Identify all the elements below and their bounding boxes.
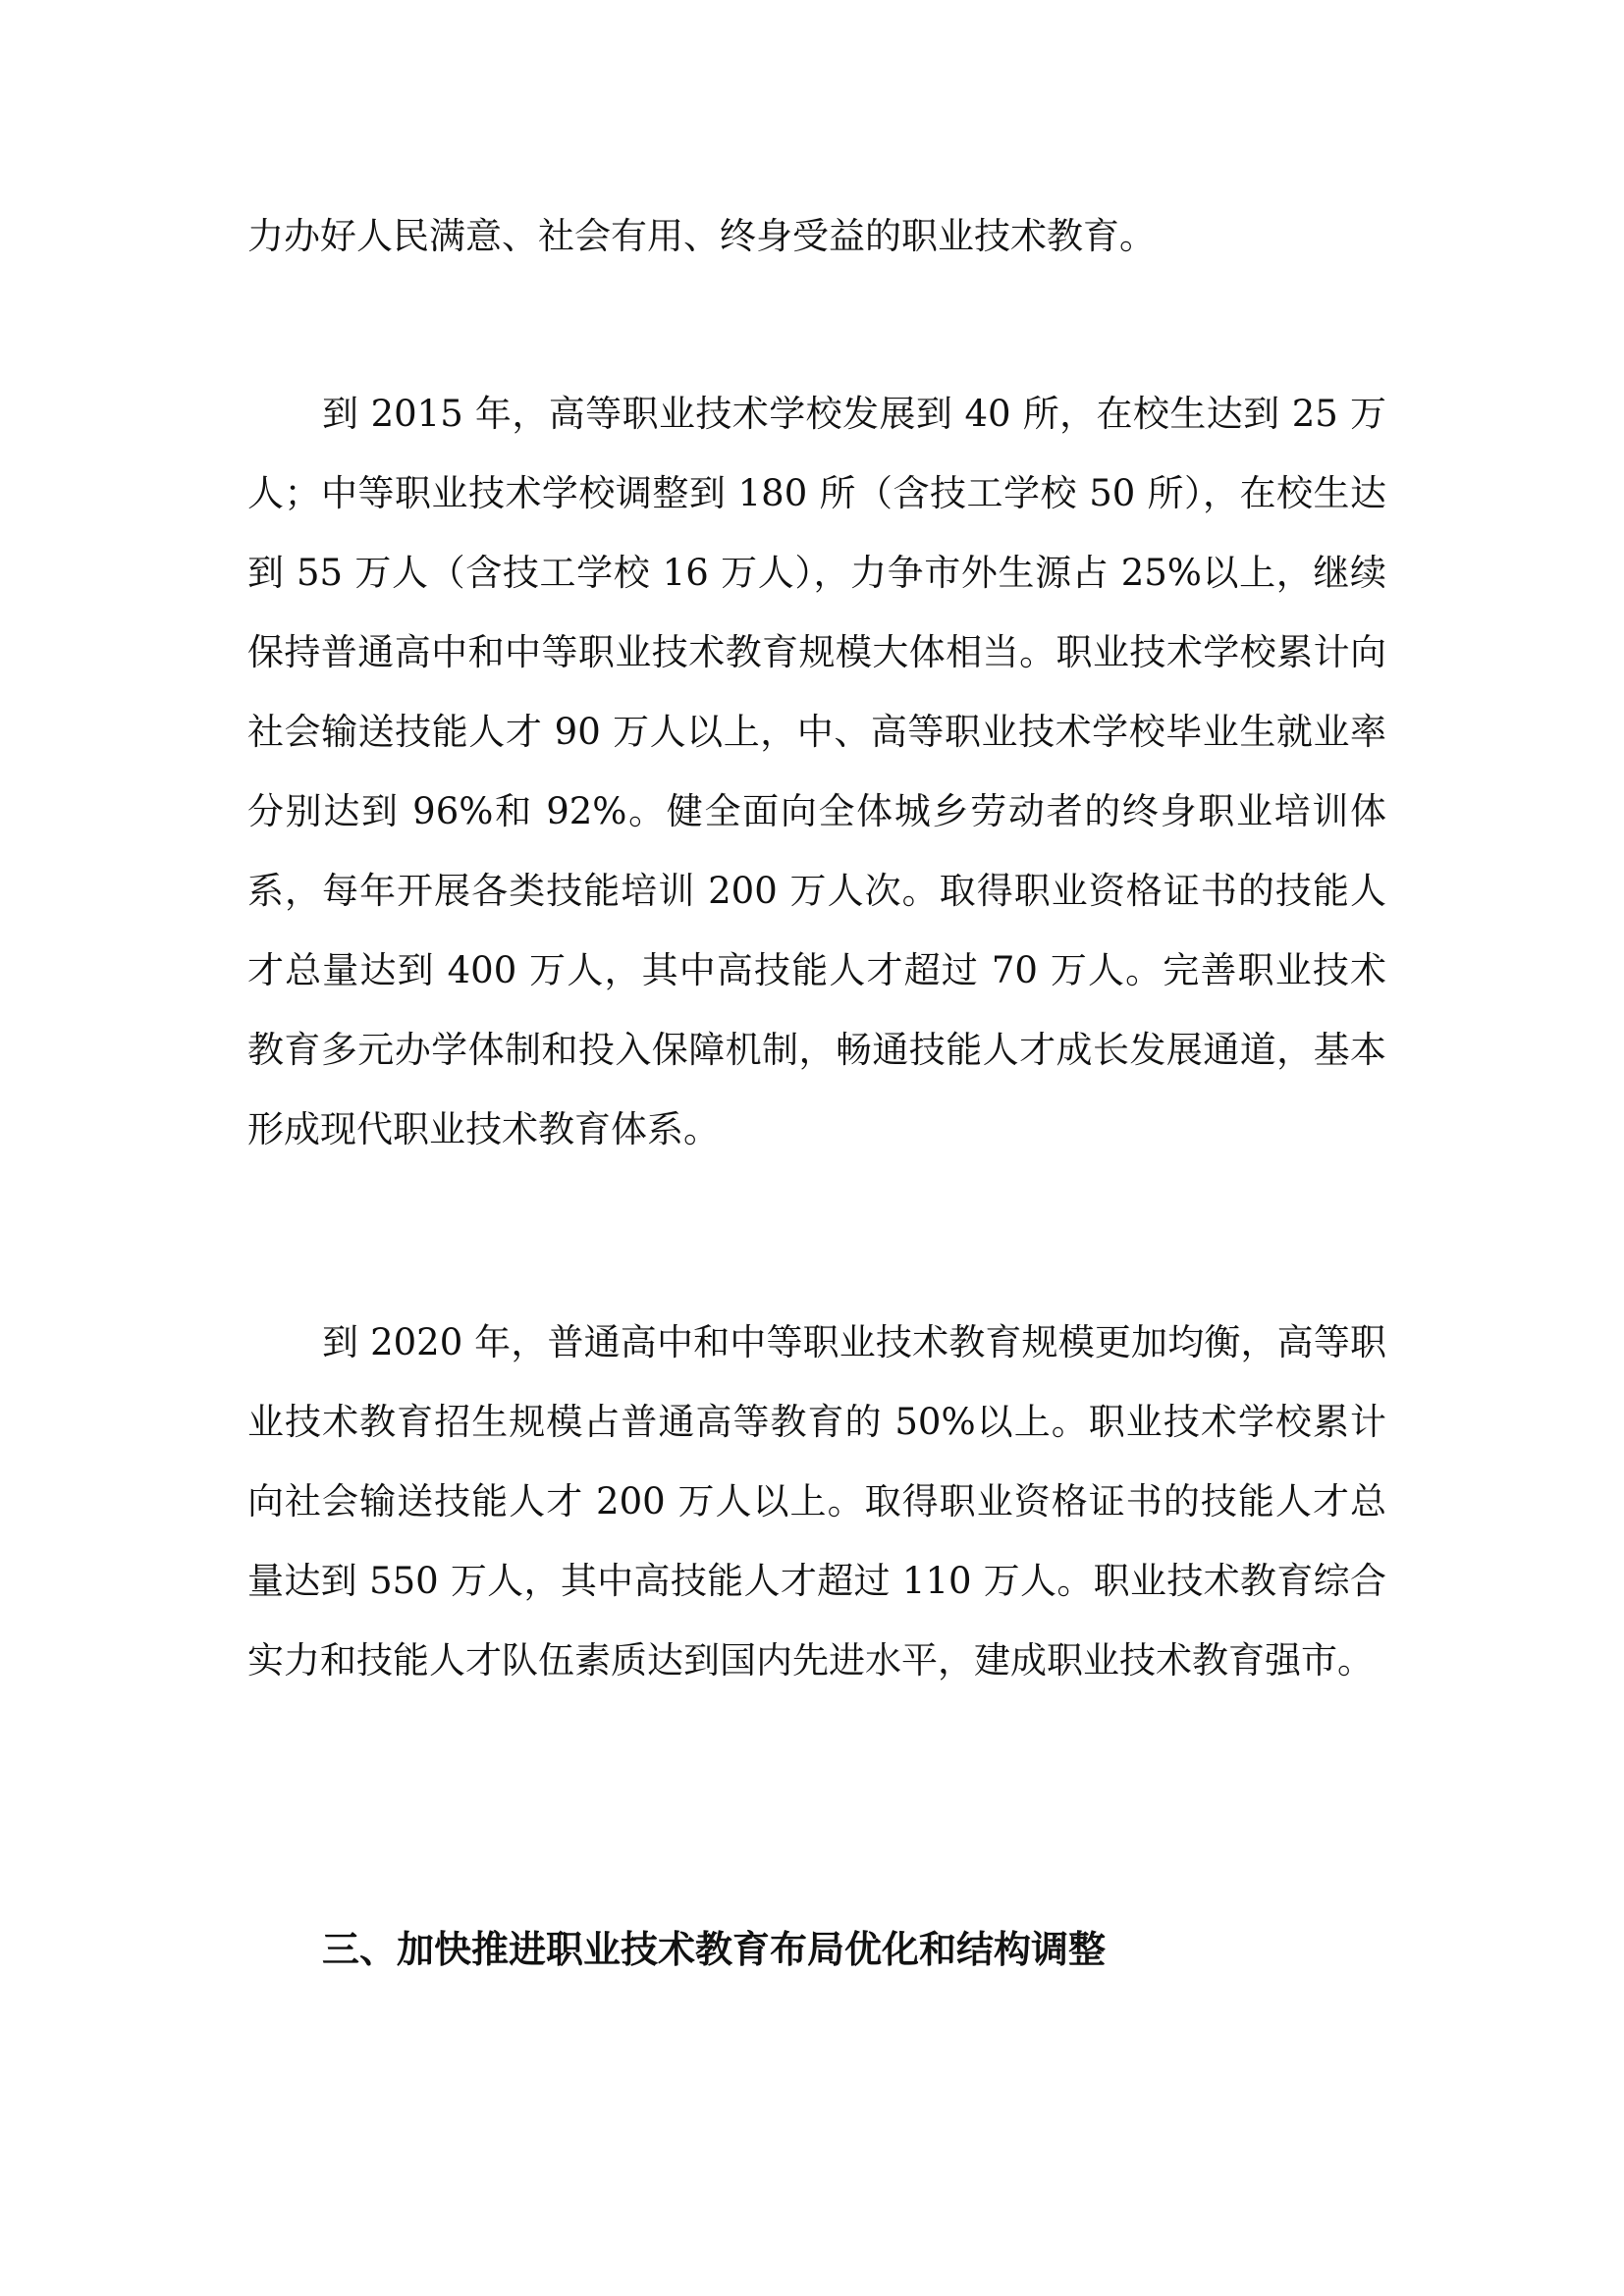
- paragraph-2015-goals: 到 2015 年，高等职业技术学校发展到 40 所，在校生达到 25 万人；中等职业技术学校调整到 180 所（含技工学校 50 所），在校生达到 55 万人（含技工学校 16 万人），力争市外生源占 25%以上，继续保持普通高中和中等职业技术教育规模大体相当。职业技术学校累计向社会输送技能人才 90 万人以上，中、高等职业技术学校毕业生就业率分别达到 96%和 92%。健全面向全体城乡劳动者的终身职业培训体系，每年开展各类技能培训 200 万人次。取得职业资格证书的技能人才总量达到 400 万人，其中高技能人才超过 70 万人。完善职业技术教育多元办学体制和投入保障机制，畅通技能人才成长发展通道，基本形成现代职业技术教育体系。: [247, 393, 1386, 1150]
- paragraph-continuation: 力办好人民满意、社会有用、终身受益的职业技术教育。: [247, 215, 1156, 257]
- section-heading: 三、加快推进职业技术教育布局优化和结构调整: [322, 1928, 1107, 1971]
- paragraph-2020-goals: 到 2020 年，普通高中和中等职业技术教育规模更加均衡，高等职业技术教育招生规模占普通高等教育的 50%以上。职业技术学校累计向社会输送技能人才 200 万人以上。取得职业资格证书的技能人才总量达到 550 万人，其中高技能人才超过 110 万人。职业技术教育综合实力和技能人才队伍素质达到国内先进水平，建成职业技术教育强市。: [247, 1321, 1386, 1682]
